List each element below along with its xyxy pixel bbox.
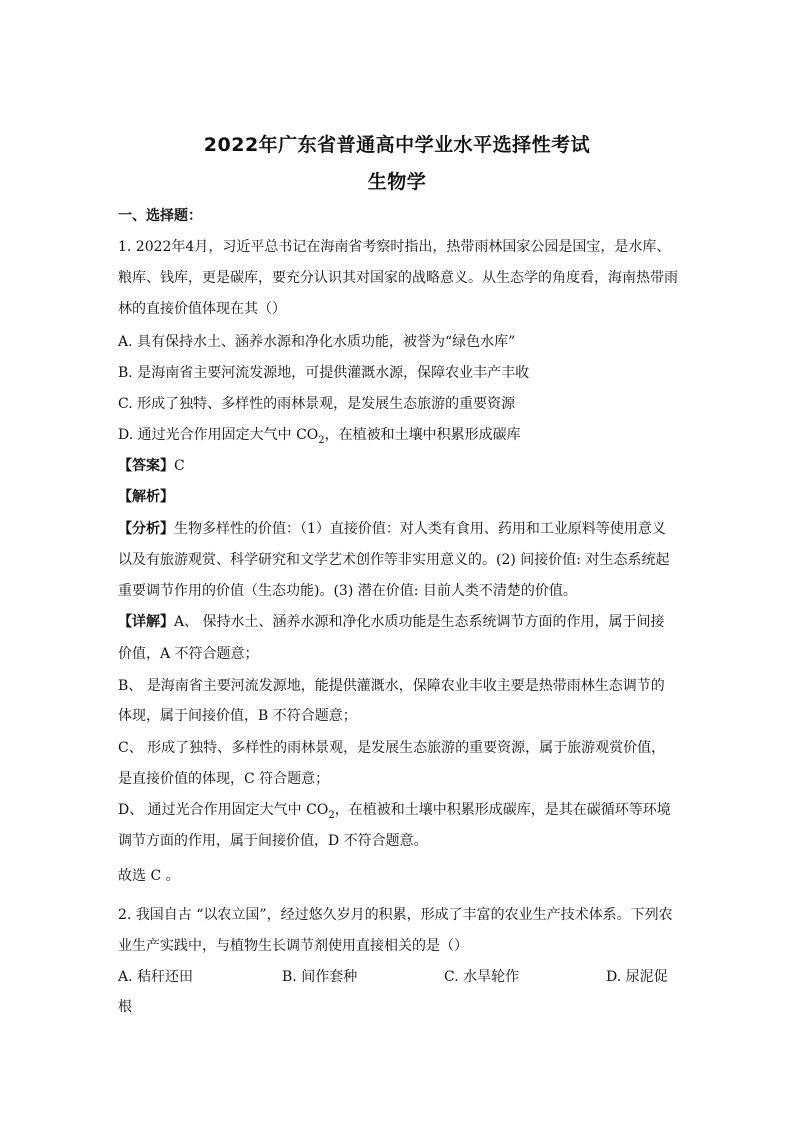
- analysis-label: 【解析】: [118, 489, 174, 505]
- q1-stem-line-1: 1. 2022年4月，习近平总书记在海南省考察时指出，热带雨林国家公园是国宝，是水库、: [118, 239, 671, 255]
- answer-label: 【答案】: [118, 458, 174, 474]
- q2-option-c: C. 水旱轮作: [444, 969, 520, 985]
- xiangjie-line-1: 【详解】A、 保持水土、涵养水源和净化水质功能是生态系统调节方面的作用，属于间接: [118, 614, 665, 630]
- detail-line-3: 体现，属于间接价值，B 不符合题意；: [118, 708, 357, 724]
- q1-stem-line-3: 林的直接价值体现在其（）: [118, 301, 286, 317]
- q1-option-d: D. 通过光合作用固定大气中 $CO_2$，在植被和土壤中积累形成碳库: [118, 427, 521, 446]
- q2-option-b: B. 间作套种: [282, 969, 358, 985]
- detail-line-4: C、 形成了独特、多样性的雨林景观，是发展生态旅游的重要资源，属于旅游观赏价值，: [118, 740, 666, 756]
- q2-stem-line-2: 业生产实践中，与植物生长调节剂使用直接相关的是（）: [118, 938, 468, 954]
- q1-option-b: B. 是海南省主要河流发源地，可提供灌溉水源，保障农业丰产丰收: [118, 365, 530, 381]
- q1-conclusion: 故选 C 。: [118, 868, 180, 884]
- fenxi-line-2: 以及有旅游观赏、科学研究和文学艺术创作等非实用意义的。(2) 间接价值: 对生态系统起: [118, 552, 670, 568]
- q1-option-c: C. 形成了独特、多样性的雨林景观，是发展生态旅游的重要资源: [118, 396, 516, 412]
- q2-option-a: A. 秸秆还田: [118, 969, 194, 985]
- fenxi-label: 【分析】: [118, 521, 174, 537]
- detail-line-6: D、 通过光合作用固定大气中 $CO_2$，在植被和土壤中积累形成碳库，是其在碳循环等环境: [118, 802, 671, 821]
- exam-title: 2022年广东省普通高中学业水平选择性考试: [203, 134, 591, 156]
- exam-subject: 生物学: [367, 171, 427, 193]
- detail-line-7: 调节方面的作用，属于间接价值，D 不符合题意。: [118, 833, 428, 849]
- fenxi-line-3: 重要调节作用的价值（生态功能)。(3) 潜在价值: 目前人类不清楚的价值。: [118, 583, 577, 599]
- q2-stem-line-1: 2. 我国自古 “以农立国”，经过悠久岁月的积累，形成了丰富的农业生产技术体系。下列农: [118, 907, 673, 923]
- q1-stem-line-2: 粮库、钱库，更是碳库，要充分认识其对国家的战略意义。从生态学的角度看，海南热带雨: [118, 270, 678, 286]
- detail-line-2: B、 是海南省主要河流发源地，能提供灌溉水，保障农业丰收主要是热带雨林生态调节的: [118, 678, 665, 694]
- section-heading: 一、选择题：: [118, 208, 202, 224]
- fenxi-line-1: 【分析】生物多样性的价值：（1）直接价值：对人类有食用、药用和工业原料等使用意义: [118, 521, 666, 537]
- answer-value: C: [174, 458, 185, 474]
- q1-option-a: A. 具有保持水土、涵养水源和净化水质功能，被誉为“绿色水库”: [118, 334, 516, 350]
- detail-line-5: 是直接价值的体现，C 符合题意；: [118, 771, 330, 787]
- q1-answer: [118, 456, 678, 476]
- q2-option-d: D. 尿泥促: [606, 969, 668, 985]
- xiangjie-label: 【详解】: [118, 614, 174, 630]
- detail-line-1: 价值，A 不符合题意；: [118, 646, 259, 662]
- q2-option-d-wrap: 根: [118, 999, 132, 1015]
